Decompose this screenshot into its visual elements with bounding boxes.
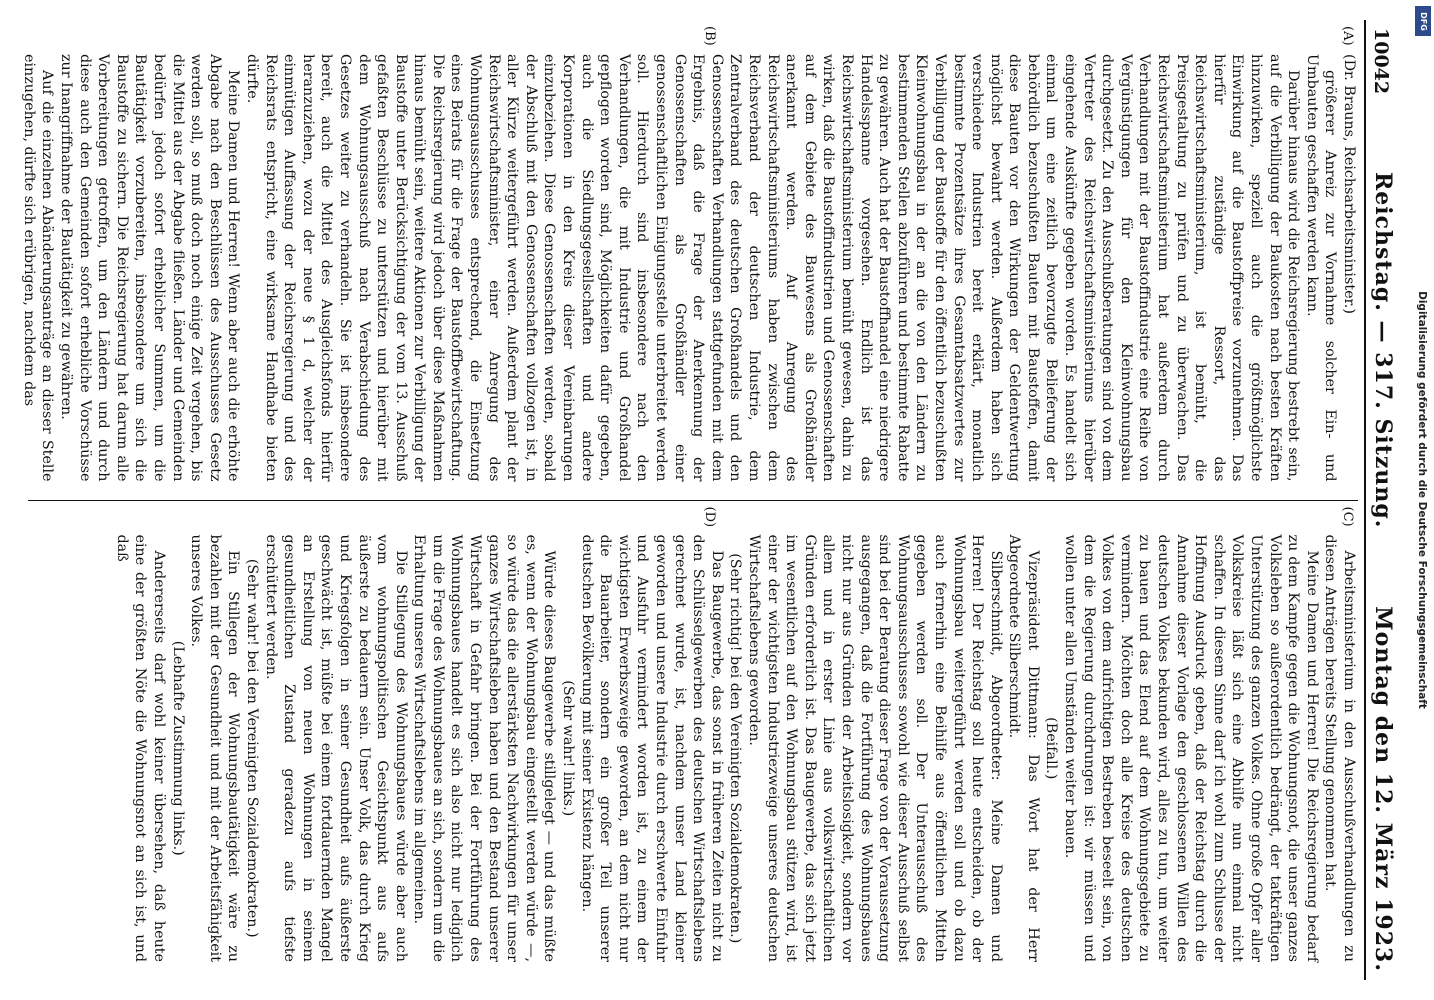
paragraph: Ein Stillegen der Wohnungsbautätigkeit wäre zu bezahlen mit der Gesundheit und mit der Arbeitsfähigkeit unseres Volkes. <box>188 534 242 962</box>
interjection: (Lebhafte Zustimmung links.) <box>169 640 186 856</box>
paragraph: Darüber hinaus wird die Reichsregierung bestrebt sein, auf die Verbilligung der Baukosten nach besten Kräften hinzuwirken, speziell auch die größtmöglichste Einwirkung auf die Baustoffpreise vorzunehmen. Das hierfür zuständige Ressort, das Reichswirtschaftsministerium, ist bemüht, die Preisgestaltung zu prüfen und zu überwachen. Das Reichswirtschaftsministerium hat außerdem durch Verhandlungen mit der Baustoffindustrie eine Reihe von Vergünstigungen für den Kleinwohnungsbau durchgesetzt. Zu den Ausschußberatungen sind von dem Vertreter des Reichswirtschaftsministeriums hierüber eingehende Auskünfte gegeben worden. Es handelt sich einmal um eine zeitlich bevorzugte Belieferung der behördlich bezuschußten Bauten mit Baustoffen, damit diese Bauten vor den Wirkungen der Geldentwertung möglichst bewahrt werden. Außerdem haben sich verschiedene Industrien bereit erklärt, monatlich bestimmte Prozentsätze ihres Gesamtabsatzwertes zur Verbilligung der Baustoffe für den öffentlich bezuschußten Kleinwohnungsbau in der an die von den Ländern zu bestimmenden Stellen abzuführen und bestimmte Rabatte zu gewähren. Auch hat der Baustoffhandel eine niedrigere Handelsspanne vorgesehen. Endlich ist das Reichswirtschaftsministerium bemüht gewesen, dahin zu wirken, daß die Baustoffindustrien und Genossenschaften auf dem Gebiete des Bauwesens als Großhändler anerkannt werden. Auf Anregung des Reichswirtschaftsministeriums haben zwischen dem Reichsverband der deutschen Industrie, dem Zentralverband des deutschen Großhandels und den Genossenschaften Verhandlungen stattgefunden mit dem Ergebnis, daß die Frage der Anerkennung der Genossenschaften als Großhändler einer genossenschaftlichen Einigungsstelle unterbreitet werden soll. Hierdurch sind insbesondere nach den Verhandlungen, die mit Industrie und Großhandel gepflogen worden sind, Möglichkeiten dafür gegeben, auch die Siedlungsgesellschaften und andere Korporationen in den Kreis dieser Vereinbarungen einzubeziehen. Diese Genossenschaften werden, sobald der Abschluß mit den Genossenschaften vollzogen ist, in aller Kürze weitergeführt werden. Außerdem plant der Reichswirtschaftsminister, einer Anregung des Wohnungsausschusses entsprechend, die Einsetzung eines Beirats für die Frage der Baustoffbewirtschaftung. Die Reichsregierung wird jedoch über diese Maßnahmen hinaus bemüht sein, weitere Aktionen zur Verbilligung der Baustoffe unter Berücksichtigung der vom 13. Ausschuß gefaßten Beschlüsse zu unterstützen und hierüber mit dem Wohnungsausschuß nach Verabschiedung des Gesetzes weiter zu verhandeln. Sie ist insbesondere bereit, auch die Mittel des Ausgleichsfonds hierfür heranzuziehen, wozu der neue § 1 d, welcher der einmütigen Auffassung der Reichsregierung und des Reichsrats entspricht, eine wirksame Handhabe bieten dürfte. <box>243 54 1302 482</box>
marker-d: (D) <box>702 506 717 528</box>
marker-b: (B) <box>702 26 717 46</box>
rotated-page-content <box>20 20 1400 980</box>
interjection: (Sehr richtig! bei den Vereinigten Sozialdemokraten.) <box>727 553 744 944</box>
speaker-line: (Dr. Brauns, Reichsarbeitsminister.) <box>1341 54 1357 314</box>
paragraph: Silberschmidt, Abgeordneter: Meine Damen und Herren! Der Reichstag soll heute entscheiden, ob der Wohnungsbau weitergeführt werden soll und ob dazu auch fernerhin eine Beihilfe aus öffentlichen Mitteln gegeben werden soll. Der Unterausschuß des Wohnungsausschusses sowohl wie dieser Ausschuß selbst sind bei der Beratung dieser Frage von der Voraussetzung ausgegangen, daß die Fortführung des Wohnungsbaues nicht nur aus Gründen der Arbeitslosigkeit, sondern vor allem und in erster Linie aus volkswirtschaftlichen Gründen erforderlich ist. Das Baugewerbe, das sich jetzt im wesentlichen auf den Wohnungsbau stützen wird, ist einer der wichtigsten Industriezweige unseres deutschen Wirtschaftslebens geworden. <box>746 534 1004 962</box>
paragraph: Arbeitsministerium in den Ausschußverhandlungen zu diesen Anträgen bereits Stellung genommen hat. <box>1322 534 1357 962</box>
marker-c: (C) <box>1340 506 1355 527</box>
text-columns <box>20 20 1358 980</box>
session-title: Reichstag. — 317. Sitzung. <box>1370 172 1396 529</box>
paragraph: Die Stillegung des Wohnungsbaues würde aber auch vom wohnungspolitischen Gesichtspunkt aus aufs äußerste zu bedauern sein. Unser Volk, das durch Krieg und Kriegsfolgen in seiner Gesundheit aufs äußerste geschwächt ist, müßte bei einem fortdauernden Mangel an Erstellung von neuen Wohnungen in seinem gesundheitlichen Zustand geradezu aufs tiefste erschüttert werden. <box>262 534 409 962</box>
interjection: (Sehr wahr! bei den Vereinigten Sozialdemokraten.) <box>243 558 260 938</box>
applause-note: (Beifall.) <box>1043 717 1060 780</box>
right-column <box>28 500 1358 981</box>
digitization-note <box>1411 0 1433 1000</box>
dfg-logo: DFG <box>1415 6 1431 36</box>
paragraph: Meine Damen und Herren! Wenn aber auch die erhöhte Abgabe nach den Beschlüssen des Ausschusses Gesetz werden soll, so muß doch noch einige Zeit vergehen, bis die Mittel aus der Abgabe fließen. Länder und Gemeinden bedürfen jedoch sofort erheblicher Summen, um die Bautätigkeit vorzubereiten, insbesondere um sich die Baustoffe zu sichern. Die Reichsregierung hat darum alle Vorbereitungen getroffen, um den Ländern und durch diese auch den Gemeinden sofort erhebliche Vorschüsse zur Inangriffnahme der Bautätigkeit zu gewähren. <box>58 54 242 482</box>
paragraph: Würde dieses Baugewerbe stillgelegt — und das müßte es, wenn der Wohnungsbau eingestellt werden würde —, so würde das die allerstärksten Nachwirkungen für unser ganzes Wirtschaftsleben haben und den Bestand unserer Wirtschaft in Gefahr bringen. Bei der Fortführung des Wohnungsbaues handelt es sich also nicht nur lediglich um die Frage des Wohnungsbaues an sich, sondern um die Erhaltung unseres Wirtschaftslebens im allgemeinen. <box>411 534 558 962</box>
paragraph: Das Baugewerbe, das sonst in früheren Zeiten nicht zu den Schlüsselgewerben des deutschen Wirtschaftslebens gerechnet wurde, ist, nachdem unser Land kleiner geworden und unsere Industrie durch erschwerte Einfuhr und Ausfuhr vermindert worden ist, zu einem der wichtigsten Erwerbszweige geworden, an dem nicht nur die Bauarbeiter, sondern ein großer Teil unserer deutschen Bevölkerung mit seiner Existenz hängen. <box>578 534 725 962</box>
paragraph: Andererseits darf wohl keiner übersehen, daß heute eine der größten Nöte die Wohnungsnot an sich ist, und daß <box>113 534 167 962</box>
left-column <box>20 20 1358 500</box>
session-date: Montag den 12. März 1923. <box>1370 606 1396 972</box>
page-header <box>1364 20 1400 980</box>
paragraph: Auf die einzelnen Abänderungsanträge an dieser Stelle einzugehen, dürfte sich erübrigen, nachdem das <box>20 54 56 482</box>
interjection: (Sehr wahr! links.) <box>560 680 577 817</box>
paragraph: Meine Damen und Herren! Die Reichsregierung bedarf zu dem Kampfe gegen die Wohnungsnot, die unser ganzes Volksleben so außerordentlich bedrängt, der tatkräftigen Unterstützung des ganzen Volkes. Ohne große Opfer aller Volkskreise läßt sich eine Abhilfe nun einmal nicht schaffen. In diesem Sinne darf ich wohl zum Schlusse der Hoffnung Ausdruck geben, daß der Reichstag durch die Annahme dieser Vorlage den geschlossenen Willen des deutschen Volkes bekunden wird, alles zu tun, um weiter zu bauen und das Elend auf dem Wohnungsgebiete zu vermindern. Möchten doch alle Kreise des deutschen Volkes von dem aufrichtigen Bestreben beseelt sein, von dem die Regierung durchdrungen ist: wir müssen und wollen unter allen Umständen weiter bauen. <box>1062 534 1320 962</box>
marker-a: (A) <box>1340 26 1355 46</box>
paragraph: Vizepräsident Dittmann: Das Wort hat der Herr Abgeordnete Silberschmidt. <box>1006 534 1041 962</box>
digitization-note-text: Digitalisierung gefördert durch die Deutsche Forschungsgemeinschaft <box>1416 291 1429 709</box>
paragraph: größerer Anreiz zur Vornahme solcher Ein- und Umbauten geschaffen werden kann. <box>1303 54 1339 482</box>
page-number: 10042 <box>1370 28 1392 95</box>
